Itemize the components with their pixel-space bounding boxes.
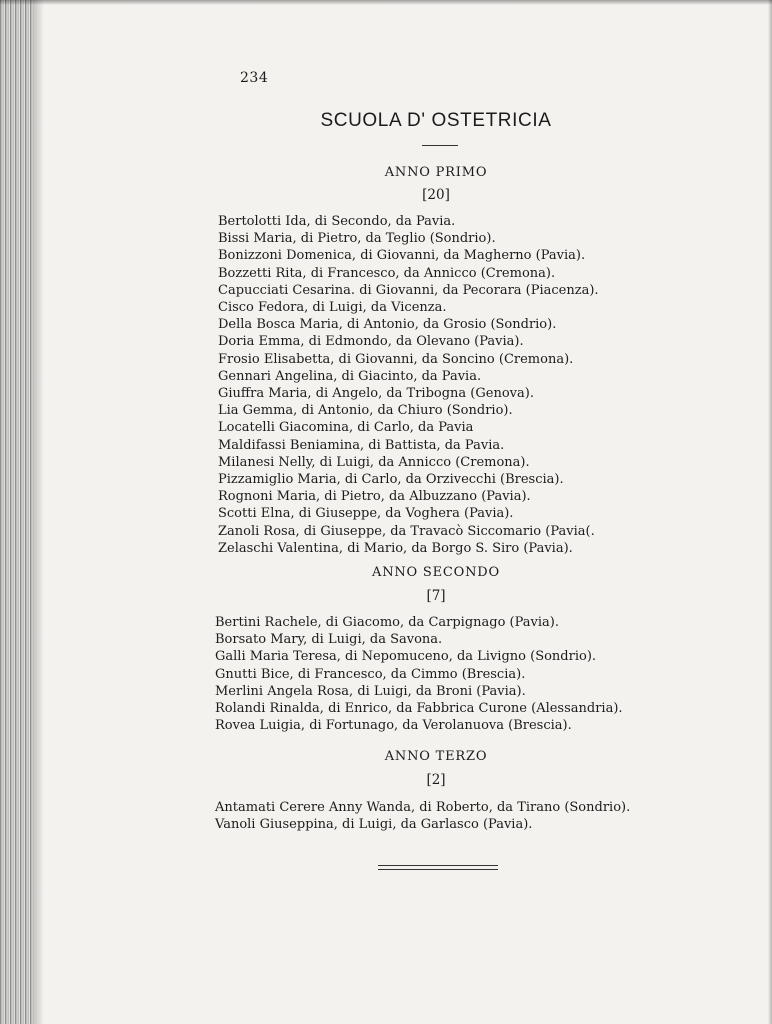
page-number: 234 bbox=[240, 70, 269, 86]
section-count-anno-secondo: [7] bbox=[426, 588, 446, 604]
student-entry: Capucciati Cesarina. di Giovanni, da Pecorara (Piacenza). bbox=[218, 282, 599, 298]
page-right-edge bbox=[768, 0, 772, 1024]
page-title: SCUOLA D' OSTETRICIA bbox=[320, 110, 552, 131]
section-heading-anno-primo: ANNO PRIMO bbox=[384, 165, 488, 180]
title-divider bbox=[422, 145, 458, 146]
student-entry: Bertolotti Ida, di Secondo, da Pavia. bbox=[218, 214, 456, 229]
student-entry: Frosio Elisabetta, di Giovanni, da Soncino (Cremona). bbox=[218, 351, 574, 367]
student-entry: Antamati Cerere Anny Wanda, di Roberto, da Tirano (Sondrio). bbox=[215, 800, 631, 815]
student-entry: Scotti Elna, di Giuseppe, da Voghera (Pavia). bbox=[218, 506, 514, 522]
student-entry: Milanesi Nelly, di Luigi, da Annicco (Cremona). bbox=[218, 454, 530, 470]
student-list-anno-secondo bbox=[215, 614, 623, 734]
student-entry: Merlini Angela Rosa, di Luigi, da Broni (Pavia). bbox=[215, 683, 526, 699]
section-heading-anno-secondo: ANNO SECONDO bbox=[372, 565, 500, 580]
binding-shadow bbox=[34, 0, 44, 1024]
student-list-anno-primo bbox=[218, 213, 599, 557]
student-entry: Pizzamiglio Maria, di Carlo, da Orzivecchi (Brescia). bbox=[218, 472, 564, 488]
student-entry: Rolandi Rinalda, di Enrico, da Fabbrica Curone (Alessandria). bbox=[215, 701, 623, 717]
section-heading-anno-terzo: ANNO TERZO bbox=[384, 749, 488, 764]
book-binding-edge bbox=[0, 0, 34, 1024]
student-entry: Rovea Luigia, di Fortunago, da Verolanuova (Brescia). bbox=[215, 718, 572, 734]
student-entry: Bonizzoni Domenica, di Giovanni, da Magherno (Pavia). bbox=[218, 248, 586, 264]
student-list-anno-terzo bbox=[215, 799, 630, 833]
student-entry: Bissi Maria, di Pietro, da Teglio (Sondrio). bbox=[218, 231, 496, 247]
student-entry: Vanoli Giuseppina, di Luigi, da Garlasco (Pavia). bbox=[215, 817, 533, 833]
student-entry: Gnutti Bice, di Francesco, da Cimmo (Brescia). bbox=[215, 666, 526, 682]
student-entry: Zelaschi Valentina, di Mario, da Borgo S. Siro (Pavia). bbox=[218, 540, 573, 556]
student-entry: Rognoni Maria, di Pietro, da Albuzzano (Pavia). bbox=[218, 489, 531, 505]
student-entry: Bozzetti Rita, di Francesco, da Annicco (Cremona). bbox=[218, 265, 556, 281]
student-entry: Maldifassi Beniamina, di Battista, da Pavia. bbox=[218, 437, 505, 453]
student-entry: Doria Emma, di Edmondo, da Olevano (Pavia). bbox=[218, 334, 524, 350]
student-entry: Cisco Fedora, di Luigi, da Vicenza. bbox=[218, 300, 447, 316]
student-entry: Zanoli Rosa, di Giuseppe, da Travacò Siccomario (Pavia(. bbox=[218, 523, 595, 539]
student-entry: Lia Gemma, di Antonio, da Chiuro (Sondrio). bbox=[218, 403, 513, 419]
student-entry: Borsato Mary, di Luigi, da Savona. bbox=[215, 632, 443, 648]
section-count-anno-primo: [20] bbox=[422, 187, 450, 203]
student-entry: Della Bosca Maria, di Antonio, da Grosio (Sondrio). bbox=[218, 317, 557, 333]
end-divider bbox=[378, 865, 498, 870]
student-entry: Bertini Rachele, di Giacomo, da Carpignago (Pavia). bbox=[215, 615, 559, 630]
section-count-anno-terzo: [2] bbox=[426, 772, 446, 788]
student-entry: Locatelli Giacomina, di Carlo, da Pavia bbox=[218, 420, 474, 436]
page-top-edge bbox=[0, 0, 772, 5]
student-entry: Galli Maria Teresa, di Nepomuceno, da Livigno (Sondrio). bbox=[215, 649, 597, 665]
student-entry: Gennari Angelina, di Giacinto, da Pavia. bbox=[218, 368, 482, 384]
student-entry: Giuffra Maria, di Angelo, da Tribogna (Genova). bbox=[218, 386, 534, 402]
